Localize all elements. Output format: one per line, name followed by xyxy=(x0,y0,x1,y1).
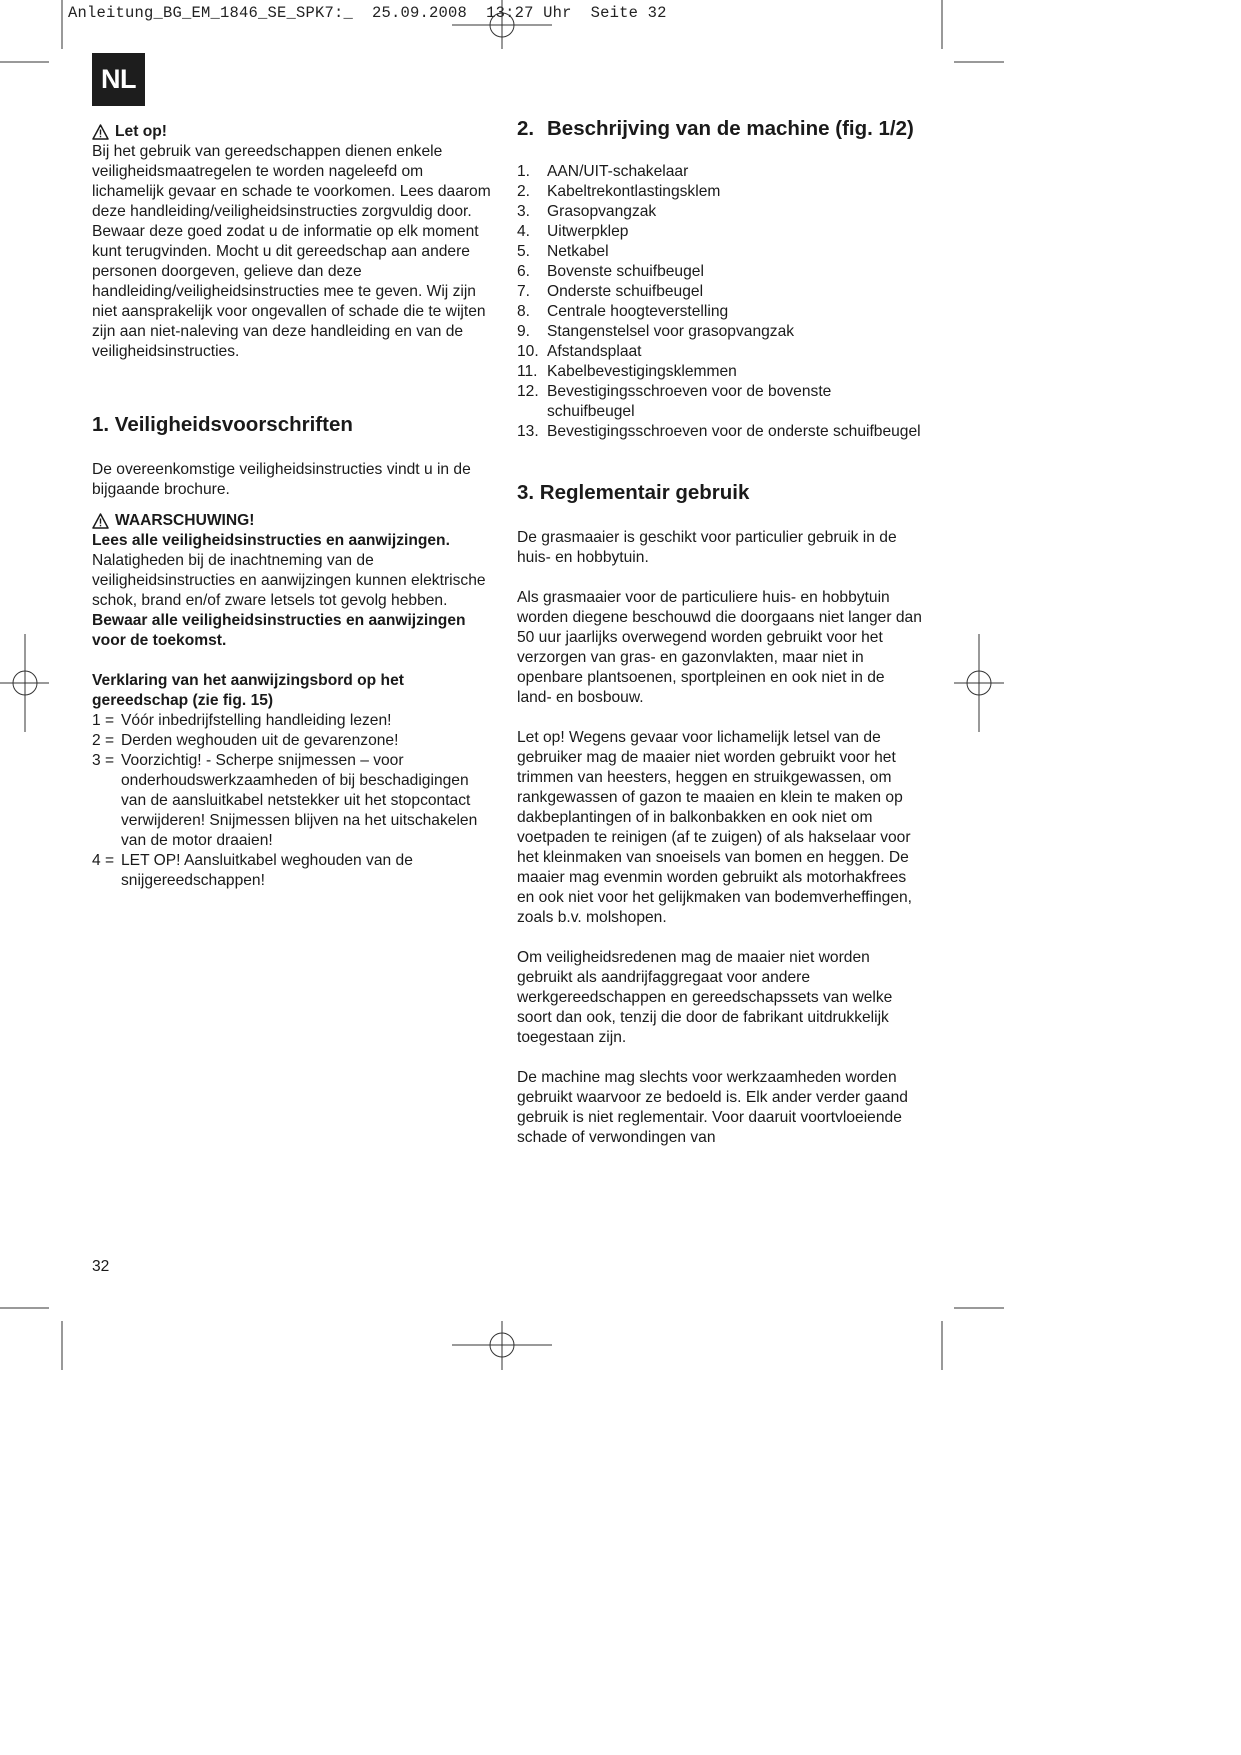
list-item: 4. Uitwerpklep xyxy=(517,223,629,240)
list-item: 13. Bevestigingsschroeven voor de onderste schuifbeugel xyxy=(517,423,921,440)
pictogram-list xyxy=(92,711,492,891)
list-item: 1. AAN/UIT-schakelaar xyxy=(517,163,689,180)
pictogram-title: Verklaring van het aanwijzingsbord op het gereedschap (zie fig. 15) xyxy=(92,672,404,709)
list-item: 8. Centrale hoogteverstelling xyxy=(517,303,729,320)
warning-bold-instruction: Lees alle veiligheidsinstructies en aanwijzingen. xyxy=(92,532,450,549)
warning-triangle-icon xyxy=(92,124,109,140)
list-item: 2. Kabeltrekontlastingsklem xyxy=(517,183,721,200)
left-column xyxy=(92,122,492,891)
warning-title: WAARSCHUWING! xyxy=(115,512,255,529)
list-item: 1 = Vóór inbedrijfstelling handleiding lezen! xyxy=(92,712,392,729)
list-item: 6. Bovenste schuifbeugel xyxy=(517,263,704,280)
list-item: 3. Grasopvangzak xyxy=(517,203,657,220)
right-column xyxy=(517,116,922,1148)
section-1-title: 1. Veiligheidsvoorschriften xyxy=(92,413,353,436)
list-item: 5. Netkabel xyxy=(517,243,609,260)
list-item: 7. Onderste schuifbeugel xyxy=(517,283,704,300)
attention-title: Let op! xyxy=(115,123,167,140)
warning-body: Nalatigheden bij de inachtneming van de veiligheidsinstructies en aanwijzingen kunnen elektrische schok, brand en/of zware letsels tot gevolg hebben. xyxy=(92,552,486,609)
page-number: 32 xyxy=(92,1258,110,1275)
list-item: 12. Bevestigingsschroeven voor de bovenste schuifbeugel xyxy=(517,383,832,420)
registration-circle xyxy=(13,671,37,695)
list-item: 11. Kabelbevestigingsklemmen xyxy=(517,363,737,380)
section-1-body: De overeenkomstige veiligheidsinstructies vindt u in de bijgaande brochure. xyxy=(92,461,471,498)
warning-heading xyxy=(92,511,492,531)
list-item: 2 = Derden weghouden uit de gevarenzone! xyxy=(92,732,399,749)
warning-triangle-icon xyxy=(92,513,109,529)
section-2-title: 2. Beschrijving van de machine (fig. 1/2) xyxy=(517,117,914,140)
list-item: 3 = Voorzichtig! - Scherpe snijmessen – voor onderhoudswerkzaamheden of bij beschadigingen van de aansluitkabel netstekker uit het stopcontact verwijderen! Snijmessen blijven na het uitschakelen van de motor draaien! xyxy=(92,752,478,849)
section-3-paragraph: Als grasmaaier voor de particuliere huis- en hobbytuin worden diegene beschouwd die doorgaans niet langer dan 50 uur jaarlijks overwegend worden gebruikt voor het verzorgen van gras- en gazonvlakten, maar niet in openbare plantsoenen, sportpleinen en ook niet in de land- en bosbouw. xyxy=(517,589,922,706)
attention-body: Bij het gebruik van gereedschappen dienen enkele veiligheidsmaatregelen te worden nageleefd om lichamelijk gevaar en schade te voorkomen. Lees daarom deze handleiding/veiligheidsinstructies zorgvuldig door. Bewaar deze goed zodat u de informatie op elk moment kunt terugvinden. Mocht u dit gereedschap aan andere personen doorgeven, gelieve dan deze handleiding/veiligheidsinstructies mee te geven. Wij zijn niet aansprakelijk voor ongevallen of schade die te wijten zijn aan niet-naleving van deze handleiding en van de veiligheidsinstructies. xyxy=(92,143,491,360)
section-3-paragraph: De grasmaaier is geschikt voor particulier gebruik in de huis- en hobbytuin. xyxy=(517,529,897,566)
registration-circle xyxy=(490,1333,514,1357)
registration-circle xyxy=(967,671,991,695)
warning-bold-keep: Bewaar alle veiligheidsinstructies en aanwijzingen voor de toekomst. xyxy=(92,612,466,649)
print-slug-header: Anleitung_BG_EM_1846_SE_SPK7:_ 25.09.2008 13:27 Uhr Seite 32 xyxy=(68,4,667,22)
list-item: 9. Stangenstelsel voor grasopvangzak xyxy=(517,323,795,340)
parts-list xyxy=(517,162,922,442)
language-badge: NL xyxy=(92,53,145,106)
list-item: 4 = LET OP! Aansluitkabel weghouden van de snijgereedschappen! xyxy=(92,852,413,889)
section-3-paragraph: Om veiligheidsredenen mag de maaier niet worden gebruikt als aandrijfaggregaat voor andere werkgereedschappen en gereedschapssets van welke soort dan ook, tenzij die door de fabrikant uitdrukkelijk toegestaan zijn. xyxy=(517,949,893,1046)
section-3-paragraph: Let op! Wegens gevaar voor lichamelijk letsel van de gebruiker mag de maaier niet worden gebruikt voor het trimmen van heesters, heggen en struikgewassen, om rankgewassen of gazon te maaien en klein te maken op dakbeplantingen of in balkonbakken en ook niet om voetpaden te reinigen (af te zuigen) of als hakselaar voor het kleinmaken van snoeisels van bomen en heggen. De maaier mag evenmin worden gebruikt als motorhakfrees en ook niet voor het gelijkmaken van bodemverheffingen, zoals b.v. molshopen. xyxy=(517,729,913,926)
section-3-paragraph: De machine mag slechts voor werkzaamheden worden gebruikt waarvoor ze bedoeld is. Elk ander verder gaand gebruik is niet reglementair. Voor daaruit voortvloeiende schade of verwondingen van xyxy=(517,1069,908,1146)
list-item: 10. Afstandsplaat xyxy=(517,343,642,360)
attention-heading xyxy=(92,122,492,142)
section-3-title: 3. Reglementair gebruik xyxy=(517,481,750,504)
